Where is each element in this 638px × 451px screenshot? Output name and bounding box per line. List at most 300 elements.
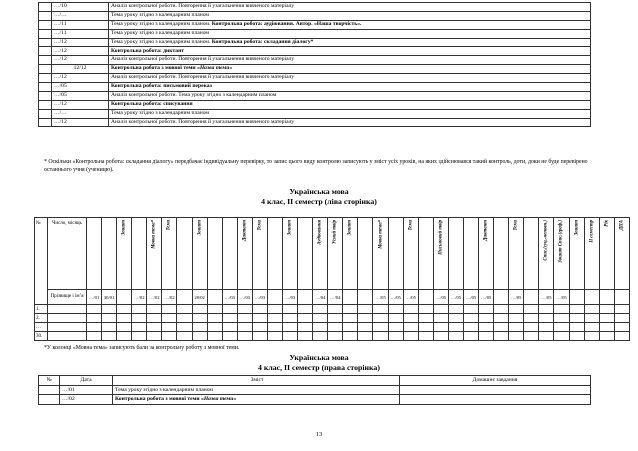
- grid-column-date: [433, 290, 448, 305]
- grid-mark-cell[interactable]: [102, 323, 117, 332]
- right-table-content-header: Зміст: [113, 376, 400, 386]
- grid-mark-cell[interactable]: [448, 314, 463, 323]
- grid-column-header: [192, 218, 207, 290]
- grid-column-date: [132, 290, 147, 305]
- grid-mark-cell[interactable]: [328, 305, 343, 314]
- grid-mark-cell[interactable]: [313, 314, 328, 323]
- grid-no-header: [35, 218, 48, 305]
- grid-column-date: [162, 290, 177, 305]
- lesson-row: [39, 65, 591, 74]
- grid-mark-cell[interactable]: [463, 323, 478, 332]
- grid-column-label: ДПА: [619, 220, 625, 231]
- lesson-topic: [109, 20, 591, 29]
- footnote: * Оскільки «Контрольна робота: складання діалогу» передбачає індивідуальну перевірку, то запис цього виду контролю записують у зміст усіх уроків, на яких здійснювався такий контроль, доти, доки не буде перевірено останнього учня (ученицю).: [44, 159, 588, 173]
- page-number: 13: [315, 431, 323, 438]
- grid-mark-cell[interactable]: [373, 314, 388, 323]
- grid-column-date: [117, 290, 132, 305]
- grid-mark-cell[interactable]: [463, 332, 478, 341]
- grid-column-date: [207, 290, 222, 305]
- grid-mark-cell[interactable]: [358, 323, 373, 332]
- grid-mark-cell[interactable]: [569, 332, 584, 341]
- grid-mark-cell[interactable]: [569, 314, 584, 323]
- lesson-row: [39, 74, 591, 83]
- grid-column-header: [87, 218, 102, 290]
- grid-column-date: [509, 290, 524, 305]
- grid-mark-cell[interactable]: [433, 305, 448, 314]
- lesson-date: …/11: [52, 20, 109, 29]
- grid-mark-cell[interactable]: [298, 323, 313, 332]
- grid-column-header: [102, 218, 117, 290]
- grid-mark-cell[interactable]: [237, 323, 252, 332]
- grid-column-date: [177, 290, 192, 305]
- grid-mark-cell[interactable]: [283, 314, 298, 323]
- grid-mark-cell[interactable]: [524, 323, 539, 332]
- grid-column-label: Тема: [257, 220, 263, 231]
- lesson-topic-bold-end: »: [229, 65, 233, 72]
- lesson-date: …/…: [52, 11, 109, 20]
- grid-column-header: [388, 218, 403, 290]
- grid-column-date: [222, 290, 237, 305]
- right-table-theme: [115, 396, 236, 402]
- lesson-blank-cell: [39, 100, 52, 109]
- grid-mark-cell[interactable]: [162, 323, 177, 332]
- grid-row-number: …: [35, 323, 48, 332]
- lesson-topic-text: Тема уроку згідно з календарним планом: [111, 29, 209, 36]
- grid-mark-cell[interactable]: [177, 323, 192, 332]
- right-table-date-header: Дата: [60, 376, 113, 386]
- grid-mark-cell[interactable]: [328, 332, 343, 341]
- lesson-row: [39, 83, 591, 92]
- lesson-topic-italic: Назва теми: [199, 65, 230, 72]
- grid-column-header: [403, 218, 418, 290]
- right-page-table: [38, 375, 591, 405]
- journal-grid-body: [35, 218, 630, 341]
- grid-mark-cell[interactable]: [343, 323, 358, 332]
- right-table-no: [39, 395, 60, 405]
- lesson-blank-cell: [39, 65, 52, 74]
- lesson-date: …/10: [52, 3, 109, 12]
- grid-mark-cell[interactable]: [463, 305, 478, 314]
- grid-column-header: [117, 218, 132, 290]
- grid-column-date: [418, 290, 433, 305]
- lesson-topic-text: Аналіз контрольної роботи. Повторення й узагальнення вивченого матеріалу: [111, 56, 295, 63]
- grid-mark-cell[interactable]: [509, 314, 524, 323]
- grid-mark-cell[interactable]: [102, 332, 117, 341]
- grid-mark-cell[interactable]: [283, 305, 298, 314]
- lesson-topic-text: Контрольна робота: диктант: [111, 47, 185, 54]
- grid-mark-cell[interactable]: [614, 332, 629, 341]
- grid-mark-cell[interactable]: [494, 314, 509, 323]
- grid-column-date: [614, 290, 629, 305]
- grid-mark-cell[interactable]: [569, 323, 584, 332]
- grid-column-date: [192, 290, 207, 305]
- lesson-row: [39, 29, 591, 38]
- lesson-blank-cell: [39, 56, 52, 65]
- grid-student-name[interactable]: [48, 314, 87, 323]
- lesson-topic: [109, 91, 591, 100]
- grid-column-label: Рік: [604, 220, 610, 227]
- grid-column-label: Зошит: [121, 220, 127, 236]
- grid-mark-cell[interactable]: [207, 314, 222, 323]
- grid-mark-cell[interactable]: [448, 332, 463, 341]
- section-subtitle-left: 4 клас, ІІ семестр (ліва сторінка): [261, 197, 377, 206]
- grid-mark-cell[interactable]: [373, 323, 388, 332]
- grid-column-label: Зошит: [347, 220, 353, 236]
- grid-mark-cell[interactable]: [584, 323, 599, 332]
- grid-mark-cell[interactable]: [147, 305, 162, 314]
- grid-mark-cell[interactable]: [479, 332, 494, 341]
- lesson-row: [39, 100, 591, 109]
- grid-mark-cell[interactable]: [358, 314, 373, 323]
- grid-mark-cell[interactable]: [298, 332, 313, 341]
- grid-mark-cell[interactable]: [614, 323, 629, 332]
- grid-mark-cell[interactable]: [433, 323, 448, 332]
- grid-column-label: Мовна тема*: [151, 220, 157, 249]
- lesson-topic-text: Контрольна робота: списування: [111, 100, 193, 107]
- grid-mark-cell[interactable]: [252, 314, 267, 323]
- right-table-homework-header: Домашнє завдання: [400, 376, 591, 386]
- grid-column-header: [524, 218, 539, 290]
- grid-mark-cell[interactable]: [599, 305, 614, 314]
- grid-date-value: …/04: [330, 294, 341, 300]
- grid-mark-cell[interactable]: [237, 332, 252, 341]
- grid-date-value: …/01: [88, 294, 100, 300]
- grid-mark-cell[interactable]: [328, 323, 343, 332]
- lesson-date: …/12: [52, 118, 109, 127]
- lesson-topic-bold: Контрольна робота: складання діалогу*: [211, 38, 314, 45]
- grid-student-row: [35, 305, 630, 314]
- grid-mark-cell[interactable]: [313, 305, 328, 314]
- grid-column-date: [102, 290, 117, 305]
- grid-mark-cell[interactable]: [222, 305, 237, 314]
- grid-mark-cell[interactable]: [418, 332, 433, 341]
- grid-mark-cell[interactable]: [418, 314, 433, 323]
- grid-column-header: [448, 218, 463, 290]
- grid-mark-cell[interactable]: [494, 323, 509, 332]
- grid-mark-cell[interactable]: [177, 314, 192, 323]
- grid-mark-cell[interactable]: [433, 314, 448, 323]
- lesson-blank-cell: [39, 109, 52, 118]
- lesson-topic: [109, 83, 591, 92]
- grid-column-date: [343, 290, 358, 305]
- grid-mark-cell[interactable]: [147, 314, 162, 323]
- grid-mark-cell[interactable]: [87, 323, 102, 332]
- grid-mark-cell[interactable]: [509, 305, 524, 314]
- grid-mark-cell[interactable]: [373, 305, 388, 314]
- grid-mark-cell[interactable]: [237, 305, 252, 314]
- grid-column-header: [614, 218, 629, 290]
- grid-mark-cell[interactable]: [162, 332, 177, 341]
- grid-mark-cell[interactable]: [313, 323, 328, 332]
- lesson-topic-text: Аналіз контрольної роботи. Тема уроку згідно з календарним планом: [111, 92, 277, 99]
- grid-column-header: [358, 218, 373, 290]
- grid-mark-cell[interactable]: [87, 332, 102, 341]
- grid-mark-cell[interactable]: [554, 323, 569, 332]
- grid-mark-cell[interactable]: [388, 305, 403, 314]
- lesson-topic: [109, 118, 591, 127]
- lesson-blank-cell: [39, 118, 52, 127]
- grid-mark-cell[interactable]: [554, 332, 569, 341]
- grid-mark-cell[interactable]: [539, 332, 554, 341]
- grid-column-date: [328, 290, 343, 305]
- grid-column-label: Мовна тема*: [378, 220, 384, 249]
- grid-column-header: [132, 218, 147, 290]
- lesson-topic-bold-2: Автор. «Наша творчість».: [295, 20, 362, 27]
- grid-date-value: …/03: [254, 294, 266, 300]
- grid-mark-cell[interactable]: [222, 323, 237, 332]
- grid-mark-cell[interactable]: [433, 332, 448, 341]
- grid-mark-cell[interactable]: [222, 314, 237, 323]
- grid-date-value: …/05: [510, 294, 522, 300]
- grid-mark-cell[interactable]: [479, 305, 494, 314]
- grid-student-name[interactable]: [48, 305, 87, 314]
- grid-mark-cell[interactable]: [147, 323, 162, 332]
- grid-column-date: [403, 290, 418, 305]
- grid-student-name[interactable]: [48, 332, 87, 341]
- grid-mark-cell[interactable]: [418, 305, 433, 314]
- grid-mark-cell[interactable]: [252, 323, 267, 332]
- grid-column-label: Тема: [408, 220, 414, 231]
- right-table-italic: Назва теми: [203, 396, 234, 403]
- grid-mark-cell[interactable]: [509, 323, 524, 332]
- grid-mark-cell[interactable]: [494, 332, 509, 341]
- grid-mark-cell[interactable]: [403, 323, 418, 332]
- grid-column-date: [479, 290, 494, 305]
- grid-date-value: …/05: [450, 294, 462, 300]
- grid-name-label: Прізвище і ім’я: [50, 294, 84, 299]
- lesson-topic: [109, 109, 591, 118]
- grid-mark-cell[interactable]: [328, 314, 343, 323]
- grid-column-header: [599, 218, 614, 290]
- grid-column-date: [388, 290, 403, 305]
- right-table-no: [39, 385, 60, 395]
- grid-column-date: [358, 290, 373, 305]
- lesson-date: 12/12: [52, 65, 109, 74]
- grid-mark-cell[interactable]: [448, 305, 463, 314]
- grid-mark-cell[interactable]: [267, 323, 282, 332]
- grid-mark-cell[interactable]: [283, 332, 298, 341]
- grid-mark-cell[interactable]: [87, 314, 102, 323]
- grid-mark-cell[interactable]: [599, 323, 614, 332]
- grid-mark-cell[interactable]: [283, 323, 298, 332]
- grid-mark-cell[interactable]: [132, 323, 147, 332]
- grid-mark-cell[interactable]: [207, 323, 222, 332]
- right-table-date: …/02: [60, 395, 113, 405]
- journal-grid: [34, 217, 630, 341]
- lesson-topic-text: Тема уроку згідно з календарним планом.: [111, 20, 211, 27]
- grid-mark-cell[interactable]: [599, 314, 614, 323]
- lesson-blank-cell: [39, 29, 52, 38]
- lesson-topic: [109, 65, 591, 74]
- grid-mark-cell[interactable]: [237, 314, 252, 323]
- grid-mark-cell[interactable]: [162, 305, 177, 314]
- grid-column-date: [267, 290, 282, 305]
- grid-column-header: [207, 218, 222, 290]
- grid-mark-cell[interactable]: [313, 332, 328, 341]
- grid-mark-cell[interactable]: [132, 332, 147, 341]
- grid-column-date: [298, 290, 313, 305]
- grid-mark-cell[interactable]: [403, 332, 418, 341]
- lesson-blank-cell: [39, 38, 52, 47]
- grid-mark-cell[interactable]: [162, 314, 177, 323]
- grid-mark-cell[interactable]: [539, 305, 554, 314]
- grid-column-label: Аудіювання: [317, 220, 323, 245]
- grid-date-value: …/05: [435, 294, 447, 300]
- grid-column-header: [313, 218, 328, 290]
- right-table-homework[interactable]: [400, 385, 591, 395]
- grid-mark-cell[interactable]: [192, 332, 207, 341]
- grid-mark-cell[interactable]: [614, 305, 629, 314]
- lesson-blank-cell: [39, 74, 52, 83]
- right-table-homework[interactable]: [400, 395, 591, 405]
- grid-mark-cell[interactable]: [252, 332, 267, 341]
- grid-mark-cell[interactable]: [448, 323, 463, 332]
- grid-mark-cell[interactable]: [267, 332, 282, 341]
- lesson-row: [39, 20, 591, 29]
- right-table-content: [113, 395, 400, 405]
- section-subject-right: Українська мова: [289, 353, 349, 362]
- lesson-date: …/11: [52, 29, 109, 38]
- right-table-content: [113, 385, 400, 395]
- grid-mark-cell[interactable]: [147, 332, 162, 341]
- grid-mark-cell[interactable]: [132, 305, 147, 314]
- grid-column-header: [328, 218, 343, 290]
- grid-date-value: …/05: [541, 294, 552, 300]
- grid-mark-cell[interactable]: [298, 314, 313, 323]
- grid-mark-cell[interactable]: [117, 323, 132, 332]
- grid-mark-cell[interactable]: [343, 332, 358, 341]
- grid-mark-cell[interactable]: [207, 332, 222, 341]
- lesson-topic-text: Тема уроку згідно з календарним планом: [111, 109, 209, 116]
- lesson-topic-text: Аналіз контрольної роботи. Повторення й узагальнення вивченого матеріалу: [111, 74, 295, 81]
- right-table-date: …/01: [60, 385, 113, 395]
- grid-mark-cell[interactable]: [554, 314, 569, 323]
- grid-mark-cell[interactable]: [463, 314, 478, 323]
- grid-mark-cell[interactable]: [102, 305, 117, 314]
- grid-mark-cell[interactable]: [584, 332, 599, 341]
- grid-mark-cell[interactable]: [524, 314, 539, 323]
- right-table-no-header: №: [39, 376, 60, 386]
- lesson-topic: [109, 56, 591, 65]
- grid-mark-cell[interactable]: [539, 323, 554, 332]
- grid-mark-cell[interactable]: [584, 314, 599, 323]
- grid-column-label: Письмовий твір: [438, 220, 444, 255]
- lesson-topic: [109, 3, 591, 12]
- grid-mark-cell[interactable]: [388, 314, 403, 323]
- grid-student-name[interactable]: [48, 323, 87, 332]
- grid-column-header: [554, 218, 569, 290]
- grid-mark-cell[interactable]: [132, 314, 147, 323]
- grid-mark-cell[interactable]: [102, 314, 117, 323]
- grid-mark-cell[interactable]: [298, 305, 313, 314]
- lesson-date: …/12: [52, 56, 109, 65]
- grid-mark-cell[interactable]: [358, 305, 373, 314]
- grid-column-header: [569, 218, 584, 290]
- grid-mark-cell[interactable]: [539, 314, 554, 323]
- grid-mark-cell[interactable]: [599, 332, 614, 341]
- grid-mark-cell[interactable]: [343, 314, 358, 323]
- grid-mark-cell[interactable]: [388, 323, 403, 332]
- grid-mark-cell[interactable]: [358, 332, 373, 341]
- grid-mark-cell[interactable]: [479, 323, 494, 332]
- grid-column-header: [539, 218, 554, 290]
- grid-mark-cell[interactable]: [614, 314, 629, 323]
- grid-mark-cell[interactable]: [494, 305, 509, 314]
- grid-mark-cell[interactable]: [373, 332, 388, 341]
- grid-mark-cell[interactable]: [524, 305, 539, 314]
- grid-mark-cell[interactable]: [252, 305, 267, 314]
- grid-column-label: Зошит Спис.(граф.): [558, 220, 564, 263]
- grid-column-header: [584, 218, 599, 290]
- grid-mark-cell[interactable]: [509, 332, 524, 341]
- lesson-blank-cell: [39, 47, 52, 56]
- grid-mark-cell[interactable]: [177, 305, 192, 314]
- grid-mark-cell[interactable]: [343, 305, 358, 314]
- grid-mark-cell[interactable]: [117, 332, 132, 341]
- grid-column-header: [283, 218, 298, 290]
- grid-mark-cell[interactable]: [207, 305, 222, 314]
- grid-column-header: [479, 218, 494, 290]
- lesson-topic-bold: Контрольна робота з мовної теми «: [111, 65, 200, 72]
- grid-mark-cell[interactable]: [388, 332, 403, 341]
- grid-mark-cell[interactable]: [117, 305, 132, 314]
- grid-name-header: [48, 290, 87, 305]
- grid-mark-cell[interactable]: [222, 332, 237, 341]
- grid-mark-cell[interactable]: [192, 314, 207, 323]
- grid-mark-cell[interactable]: [479, 314, 494, 323]
- grid-column-header: [147, 218, 162, 290]
- right-table-row: [39, 385, 591, 395]
- grid-column-date: [147, 290, 162, 305]
- grid-column-label: Диктант: [483, 220, 489, 241]
- grid-mark-cell[interactable]: [177, 332, 192, 341]
- grid-row-number: 1.: [35, 305, 48, 314]
- grid-mark-cell[interactable]: [267, 305, 282, 314]
- grid-mark-cell[interactable]: [569, 305, 584, 314]
- grid-mark-cell[interactable]: [192, 305, 207, 314]
- grid-mark-cell[interactable]: [267, 314, 282, 323]
- grid-column-date: [373, 290, 388, 305]
- grid-mark-cell[interactable]: [524, 332, 539, 341]
- grid-mark-cell[interactable]: [192, 323, 207, 332]
- grid-column-label: Тема: [513, 220, 519, 231]
- grid-column-date: [313, 290, 328, 305]
- right-page-table-body: [39, 376, 591, 405]
- grid-dates-row: [35, 290, 630, 305]
- lesson-topic: [109, 47, 591, 56]
- grid-mark-cell[interactable]: [87, 305, 102, 314]
- grid-mark-cell[interactable]: [418, 323, 433, 332]
- grid-column-label: Усний твір: [332, 220, 338, 245]
- lesson-topic: [109, 11, 591, 20]
- grid-mark-cell[interactable]: [584, 305, 599, 314]
- grid-mark-cell[interactable]: [554, 305, 569, 314]
- grid-column-header: [418, 218, 433, 290]
- lesson-blank-cell: [39, 91, 52, 100]
- grid-mark-cell[interactable]: [117, 314, 132, 323]
- grid-mark-cell[interactable]: [403, 314, 418, 323]
- lesson-topic-text: Тема уроку згідно з календарним планом: [111, 12, 209, 19]
- grid-student-row: [35, 323, 630, 332]
- grid-column-date: [494, 290, 509, 305]
- grid-column-date: [87, 290, 102, 305]
- lesson-topic-text: Тема уроку згідно з календарним планом.: [111, 38, 211, 45]
- grid-student-row: [35, 314, 630, 323]
- grid-mark-cell[interactable]: [403, 305, 418, 314]
- grid-date-value: …/05: [405, 294, 416, 300]
- grid-column-date: [554, 290, 569, 305]
- grid-column-label: Зошит: [574, 220, 580, 236]
